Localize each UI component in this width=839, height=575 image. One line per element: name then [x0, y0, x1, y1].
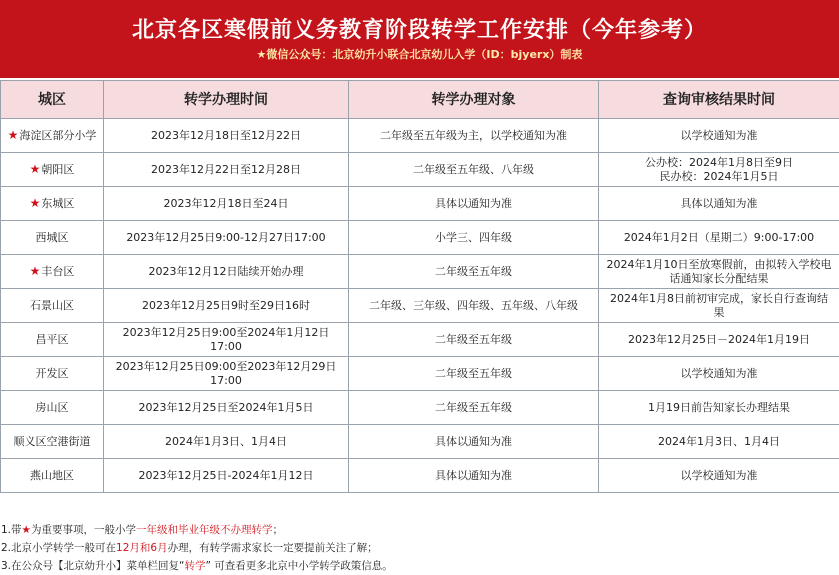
note-3-text: ” 可查看更多北京中小学转学政策信息。	[205, 560, 393, 572]
cell-transfer-target: 具体以通知为准	[349, 459, 599, 493]
note-3	[0, 557, 839, 575]
transfer-time-text: 2023年12月25日-2024年1月12日	[138, 468, 314, 482]
cell-district	[1, 187, 104, 221]
cell-result-time	[599, 289, 839, 323]
transfer-time-text: 2023年12月25日9:00-12月27日17:00	[126, 230, 326, 244]
cell-district	[1, 119, 104, 153]
cell-result-time	[599, 323, 839, 357]
cell-district	[1, 391, 104, 425]
table-row	[1, 289, 839, 323]
transfer-time-text: 2023年12月22日至12月28日	[151, 162, 301, 176]
transfer-time-text: 2023年12月25日09:00至2023年12月29日	[115, 359, 337, 373]
cell-result-time	[599, 187, 839, 221]
district-name: 东城区	[41, 197, 75, 210]
cell-transfer-target: 二年级至五年级、八年级	[349, 153, 599, 187]
district-name: 燕山地区	[30, 468, 74, 482]
table-row	[1, 187, 839, 221]
cell-result-time	[599, 391, 839, 425]
cell-transfer-target: 二年级、三年级、四年级、五年级、八年级	[349, 289, 599, 323]
district-name: 朝阳区	[41, 163, 75, 176]
cell-district	[1, 153, 104, 187]
district-name: 西城区	[35, 230, 69, 244]
result-time-text-line2: 话通知家长分配结果	[669, 271, 769, 285]
table-row	[1, 119, 839, 153]
result-time-text: 2024年1月2日（星期二）9:00-17:00	[623, 230, 815, 244]
result-time-text-line2: 民办校：2024年1月5日	[659, 169, 779, 183]
cell-district	[1, 357, 104, 391]
cell-transfer-target: 二年级至五年级	[349, 323, 599, 357]
cell-result-time	[599, 459, 839, 493]
cell-result-time	[599, 357, 839, 391]
table-row	[1, 391, 839, 425]
result-time-text: 2024年1月10日至放寒假前，由拟转入学校电	[606, 257, 832, 271]
note-1-text: 为重要事项，一般小学	[30, 524, 136, 536]
note-2-prefix: 2.北京小学转学一般可在	[1, 542, 117, 554]
district-name: 房山区	[35, 400, 69, 414]
note-2	[0, 539, 839, 557]
result-time-text: 1月19日前告知家长办理结果	[648, 400, 790, 414]
transfer-time-text: 2024年1月3日、1月4日	[165, 434, 287, 448]
cell-transfer-time	[104, 425, 349, 459]
cell-transfer-target: 具体以通知为准	[349, 187, 599, 221]
cell-result-time	[599, 255, 839, 289]
result-time-text: 2024年1月3日、1月4日	[658, 434, 780, 448]
star-icon: ★	[7, 128, 19, 142]
table-row	[1, 323, 839, 357]
transfer-time-text: 2023年12月18日至24日	[163, 196, 289, 210]
district-name: 石景山区	[30, 298, 74, 312]
note-2-text: 办理，有转学需求家长一定要提前关注了解；	[167, 542, 378, 554]
cell-transfer-time	[104, 187, 349, 221]
cell-transfer-target: 二年级至五年级	[349, 357, 599, 391]
transfer-time-text: 2023年12月12日陆续开始办理	[148, 264, 304, 278]
cell-transfer-target: 具体以通知为准	[349, 425, 599, 459]
transfer-time-text: 2023年12月25日9时至29日16时	[142, 298, 310, 312]
transfer-time-text: 2023年12月25日9:00至2024年1月12日17:00	[122, 325, 330, 353]
page-header	[0, 0, 839, 78]
cell-transfer-time	[104, 221, 349, 255]
notes-section	[0, 521, 839, 575]
cell-transfer-time	[104, 289, 349, 323]
table-row	[1, 425, 839, 459]
table-row	[1, 221, 839, 255]
column-header-transfer-target: 转学办理对象	[349, 81, 599, 119]
cell-district	[1, 425, 104, 459]
result-time-text-line2: 果	[713, 305, 725, 319]
result-time-text: 2023年12月25日－2024年1月19日	[628, 332, 810, 346]
result-time-text: 以学校通知为准	[680, 366, 758, 380]
star-icon: ★	[29, 162, 41, 176]
cell-transfer-time	[104, 119, 349, 153]
cell-transfer-target: 二年级至五年级为主，以学校通知为准	[349, 119, 599, 153]
transfer-time-text: 2023年12月25日至2024年1月5日	[138, 400, 314, 414]
column-header-district: 城区	[1, 81, 104, 119]
page-subtitle: ★微信公众号：北京幼升小联合北京幼儿入学（ID：bjyerx）制表	[256, 48, 583, 61]
note-1-highlight: 一年级和毕业年级不办理转学	[135, 524, 273, 536]
cell-district	[1, 221, 104, 255]
table-row	[1, 153, 839, 187]
transfer-time-text: 2023年12月18日至12月22日	[151, 128, 301, 142]
cell-result-time	[599, 153, 839, 187]
cell-district	[1, 323, 104, 357]
result-time-text: 以学校通知为准	[680, 468, 758, 482]
table-row	[1, 255, 839, 289]
cell-result-time	[599, 425, 839, 459]
district-name: 顺义区空港街道	[13, 434, 91, 448]
cell-transfer-time	[104, 357, 349, 391]
transfer-time-text-line2: 17:00	[210, 373, 242, 387]
cell-transfer-time	[104, 255, 349, 289]
table-header-row	[1, 81, 839, 119]
table-row	[1, 357, 839, 391]
result-time-text: 具体以通知为准	[680, 196, 758, 210]
note-1-end: ；	[272, 524, 283, 536]
cell-transfer-time	[104, 391, 349, 425]
page-title: 北京各区寒假前义务教育阶段转学工作安排（今年参考）	[131, 17, 707, 43]
cell-transfer-target: 小学三、四年级	[349, 221, 599, 255]
note-1	[0, 521, 839, 539]
cell-result-time	[599, 221, 839, 255]
cell-district	[1, 255, 104, 289]
note-2-highlight: 12月和6月	[116, 542, 168, 554]
star-icon: ★	[29, 264, 41, 278]
cell-transfer-target: 二年级至五年级	[349, 255, 599, 289]
cell-transfer-target: 二年级至五年级	[349, 391, 599, 425]
result-time-text: 公办校：2024年1月8日至9日	[645, 155, 793, 169]
cell-result-time	[599, 119, 839, 153]
district-name: 开发区	[35, 366, 69, 380]
note-1-star-icon: ★	[21, 524, 31, 536]
note-1-prefix: 1.带	[1, 524, 22, 536]
cell-transfer-time	[104, 323, 349, 357]
note-3-highlight: 转学	[184, 560, 206, 572]
transfer-schedule-table	[0, 80, 839, 493]
district-name: 海淀区部分小学	[19, 129, 97, 142]
district-name: 丰台区	[41, 265, 75, 278]
result-time-text: 以学校通知为准	[680, 128, 758, 142]
cell-district	[1, 289, 104, 323]
district-name: 昌平区	[35, 332, 69, 346]
column-header-result-time: 查询审核结果时间	[599, 81, 839, 119]
cell-transfer-time	[104, 459, 349, 493]
column-header-transfer-time: 转学办理时间	[104, 81, 349, 119]
result-time-text: 2024年1月8日前初审完成，家长自行查询结	[610, 291, 828, 305]
star-icon: ★	[29, 196, 41, 210]
table-row	[1, 459, 839, 493]
cell-district	[1, 459, 104, 493]
cell-transfer-time	[104, 153, 349, 187]
note-3-prefix: 3.在公众号【北京幼升小】菜单栏回复“	[1, 560, 185, 572]
